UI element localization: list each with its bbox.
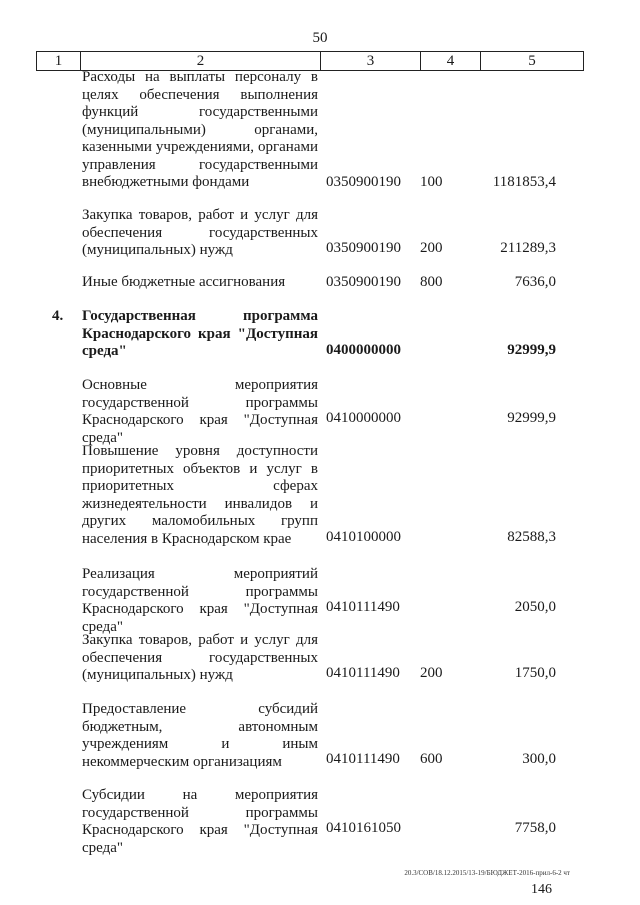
row-description: Государственная программа Краснодарского края "Доступная среда" xyxy=(82,308,318,359)
row-description: Предоставление субсидий бюджетным, автономным учреждениям и иным некоммерческим организациям xyxy=(82,701,318,770)
row-expense-type: 800 xyxy=(420,274,443,290)
column-header-3: 3 xyxy=(321,52,421,70)
row-expense-type: 100 xyxy=(420,174,443,190)
row-amount: 92999,9 xyxy=(507,410,556,426)
row-amount: 300,0 xyxy=(522,751,556,767)
page-number-top: 50 xyxy=(312,30,328,46)
row-amount: 7758,0 xyxy=(514,820,556,836)
column-header-row xyxy=(36,51,584,71)
row-code: 0410111490 xyxy=(326,599,400,615)
row-number: 4. xyxy=(52,308,64,324)
row-amount: 1750,0 xyxy=(514,665,556,681)
row-code: 0410161050 xyxy=(326,820,401,836)
row-code: 0350900190 xyxy=(326,174,401,190)
row-amount: 7636,0 xyxy=(514,274,556,290)
document-footer-code: 20.3/СОВ/18.12.2015/13-19/БЮДЖЕТ-2016-прил-6-2 чт xyxy=(404,869,570,877)
page-number-bottom: 146 xyxy=(531,882,552,897)
row-amount: 211289,3 xyxy=(500,240,556,256)
row-description: Закупка товаров, работ и услуг для обеспечения государственных (муниципальных) нужд xyxy=(82,632,318,683)
column-header-5: 5 xyxy=(528,52,536,69)
row-code: 0410100000 xyxy=(326,529,401,545)
row-code: 0410000000 xyxy=(326,410,401,426)
row-expense-type: 200 xyxy=(420,665,443,681)
row-description: Реализация мероприятий государственной программы Краснодарского края "Доступная среда" xyxy=(82,566,318,635)
row-amount: 2050,0 xyxy=(514,599,556,615)
column-header-4: 4 xyxy=(421,52,481,70)
row-description: Субсидии на мероприятия государственной программы Краснодарского края "Доступная среда" xyxy=(82,787,318,856)
row-code: 0410111490 xyxy=(326,665,400,681)
row-description: Расходы на выплаты персоналу в целях обеспечения выполнения функций государственными (муниципальными) органами, казенными учреждениями, органами управления государственными внебюджетными фондами xyxy=(82,69,318,190)
column-header-2: 2 xyxy=(81,52,321,70)
row-expense-type: 200 xyxy=(420,240,443,256)
row-amount: 82588,3 xyxy=(507,529,556,545)
row-amount: 1181853,4 xyxy=(492,174,556,190)
row-code: 0400000000 xyxy=(326,342,401,358)
row-code: 0350900190 xyxy=(326,240,401,256)
row-amount: 92999,9 xyxy=(507,342,556,358)
row-description: Повышение уровня доступности приоритетных объектов и услуг в приоритетных сферах жизнедеятельности инвалидов и других маломобильных групп населения в Краснодарском крае xyxy=(82,443,318,547)
row-description: Закупка товаров, работ и услуг для обеспечения государственных (муниципальных) нужд xyxy=(82,207,318,258)
row-code: 0350900190 xyxy=(326,274,401,290)
row-description: Основные мероприятия государственной программы Краснодарского края "Доступная среда" xyxy=(82,377,318,446)
row-description: Иные бюджетные ассигнования xyxy=(82,274,286,290)
row-expense-type: 600 xyxy=(420,751,443,767)
column-header-1: 1 xyxy=(37,52,81,70)
row-code: 0410111490 xyxy=(326,751,400,767)
